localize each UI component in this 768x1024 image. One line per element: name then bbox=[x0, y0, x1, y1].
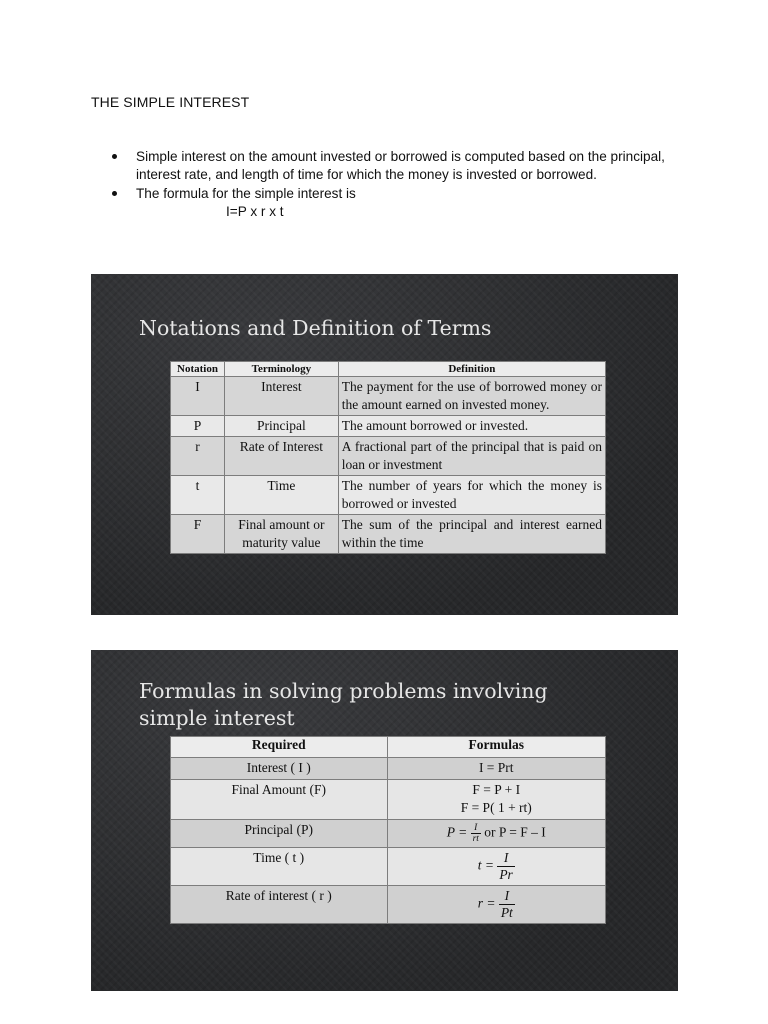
formula-lhs: P = bbox=[446, 824, 468, 840]
table-row bbox=[171, 377, 606, 416]
notation-cell: r bbox=[171, 437, 225, 476]
fraction-denominator: Pr bbox=[499, 867, 513, 882]
formula-lhs: r = bbox=[477, 895, 496, 911]
column-header: Formulas bbox=[387, 737, 606, 758]
slide-title: Formulas in solving problems involving simple interest bbox=[139, 679, 548, 730]
required-cell: Rate of interest ( r ) bbox=[171, 886, 388, 924]
formulas-table bbox=[170, 736, 606, 924]
formula-cell bbox=[387, 820, 606, 848]
notation-cell: P bbox=[171, 416, 225, 437]
formula-alt: or P = F – I bbox=[484, 824, 546, 840]
fraction-numerator: I bbox=[471, 823, 481, 834]
notation-cell: t bbox=[171, 476, 225, 515]
table-row bbox=[171, 758, 606, 780]
terminology-cell: Final amount or maturity value bbox=[224, 515, 338, 554]
bullet-item bbox=[110, 148, 670, 183]
simple-interest-formula: I=P x r x t bbox=[226, 203, 284, 219]
formula-line: F = P + I bbox=[472, 782, 521, 797]
definition-cell: The number of years for which the money is borrowed or invested bbox=[338, 476, 605, 515]
fraction bbox=[499, 888, 515, 921]
bullet-list bbox=[110, 148, 670, 222]
fraction bbox=[497, 850, 515, 883]
column-header: Required bbox=[171, 737, 388, 758]
fraction-denominator: rt bbox=[472, 834, 479, 844]
table-row bbox=[171, 820, 606, 848]
required-cell: Interest ( I ) bbox=[171, 758, 388, 780]
bullet-text: Simple interest on the amount invested or borrowed is computed based on the principal, interest rate, and length of time for which the money is invested or borrowed. bbox=[136, 149, 665, 182]
bullet-item bbox=[110, 185, 670, 220]
formula-cell bbox=[387, 886, 606, 924]
required-cell: Principal (P) bbox=[171, 820, 388, 848]
terminology-cell: Rate of Interest bbox=[224, 437, 338, 476]
definition-cell: The sum of the principal and interest earned within the time bbox=[338, 515, 605, 554]
table-header-row bbox=[171, 362, 606, 377]
formula-cell: I = Prt bbox=[387, 758, 606, 780]
column-header: Notation bbox=[171, 362, 225, 377]
definition-cell: The amount borrowed or invested. bbox=[338, 416, 605, 437]
terminology-cell: Principal bbox=[224, 416, 338, 437]
formula-cell bbox=[387, 780, 606, 820]
fraction-numerator: I bbox=[499, 888, 515, 905]
table-row bbox=[171, 780, 606, 820]
definition-cell: The payment for the use of borrowed money or the amount earned on invested money. bbox=[338, 377, 605, 416]
table-row bbox=[171, 848, 606, 886]
table-row bbox=[171, 886, 606, 924]
required-cell: Final Amount (F) bbox=[171, 780, 388, 820]
fraction bbox=[471, 823, 481, 844]
terminology-cell: Time bbox=[224, 476, 338, 515]
table-row bbox=[171, 515, 606, 554]
terms-table bbox=[170, 361, 606, 554]
table-row bbox=[171, 476, 606, 515]
column-header: Definition bbox=[338, 362, 605, 377]
slide-formulas bbox=[91, 650, 678, 991]
fraction-denominator: Pt bbox=[500, 905, 513, 920]
slide-title: Notations and Definition of Terms bbox=[139, 316, 492, 340]
definition-cell: A fractional part of the principal that is paid on loan or investment bbox=[338, 437, 605, 476]
fraction-numerator: I bbox=[497, 850, 515, 867]
notation-cell: I bbox=[171, 377, 225, 416]
formula-line: F = P( 1 + rt) bbox=[460, 800, 532, 815]
table-header-row bbox=[171, 737, 606, 758]
bullet-text: The formula for the simple interest is bbox=[136, 186, 356, 201]
column-header: Terminology bbox=[224, 362, 338, 377]
table-row bbox=[171, 416, 606, 437]
document-title: THE SIMPLE INTEREST bbox=[91, 94, 250, 110]
notation-cell: F bbox=[171, 515, 225, 554]
formula-lhs: t = bbox=[477, 857, 494, 873]
terminology-cell: Interest bbox=[224, 377, 338, 416]
table-row bbox=[171, 437, 606, 476]
required-cell: Time ( t ) bbox=[171, 848, 388, 886]
formula-cell bbox=[387, 848, 606, 886]
slide-notations bbox=[91, 274, 678, 615]
